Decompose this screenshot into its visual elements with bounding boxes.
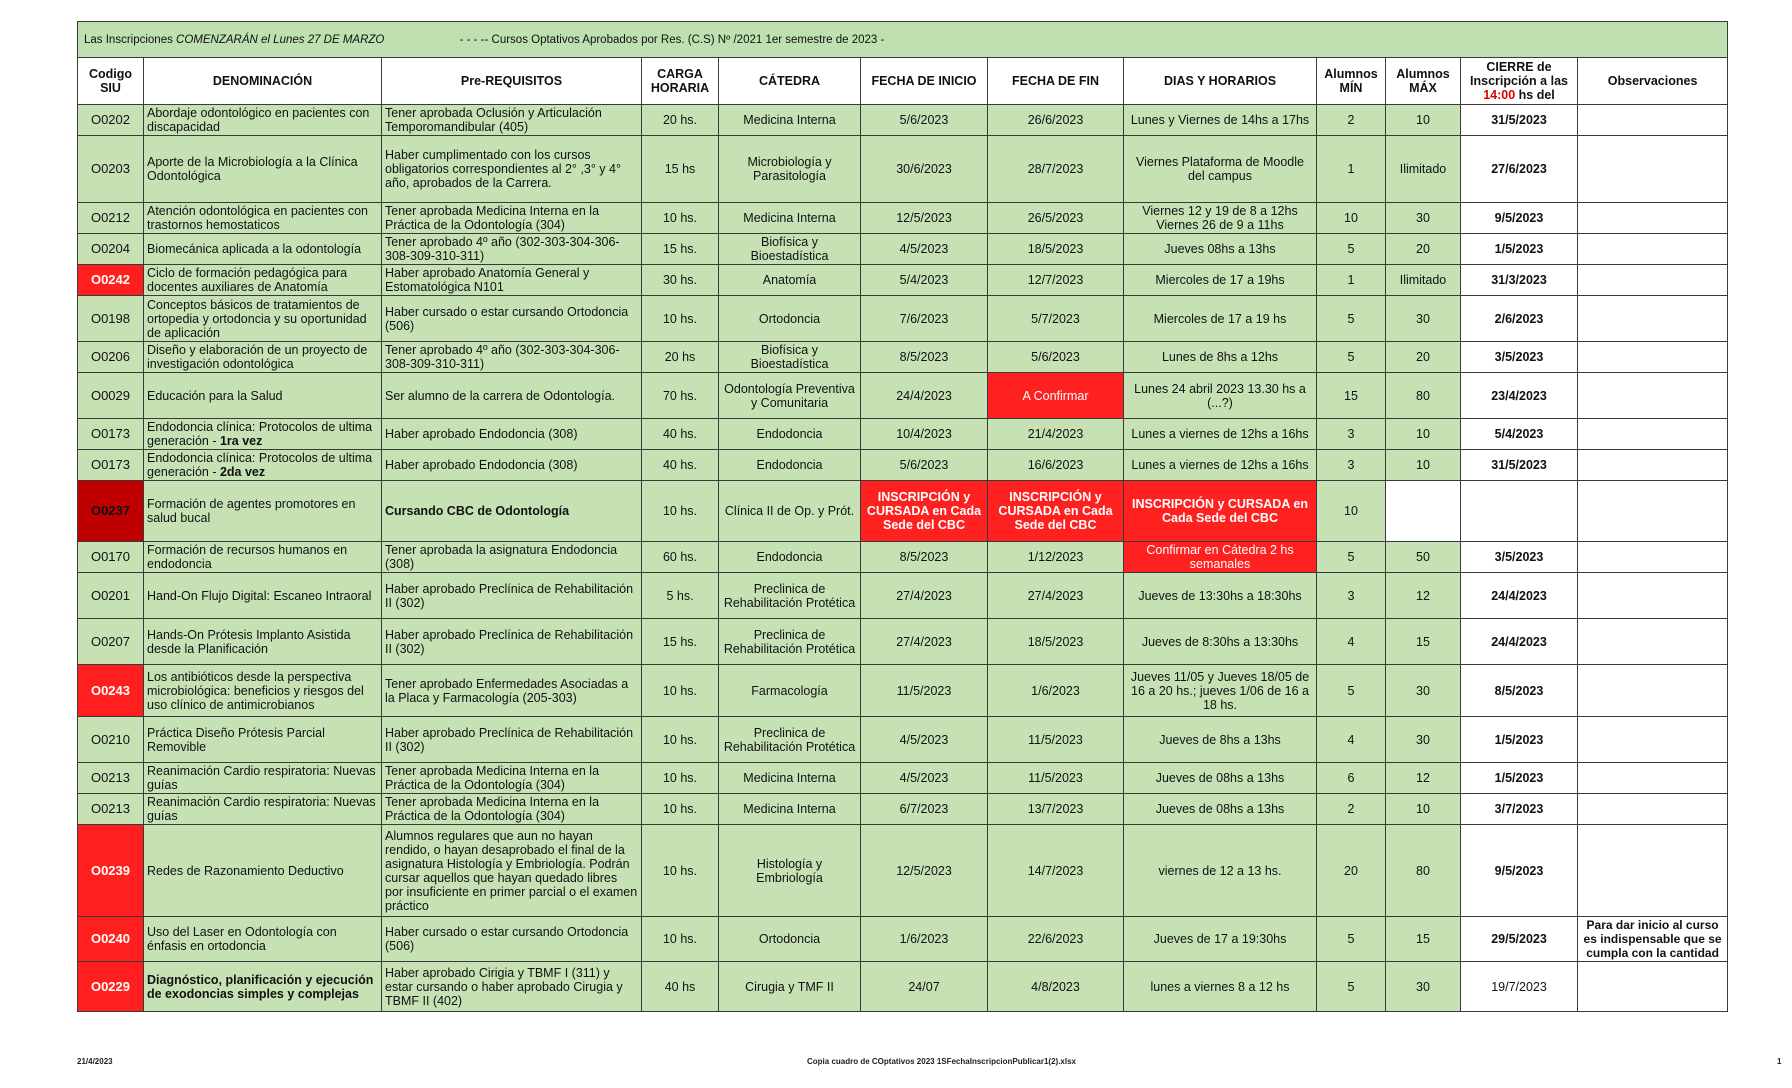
course-schedule: Jueves de 17 a 19:30hs — [1124, 917, 1317, 962]
course-code: O0212 — [78, 203, 144, 234]
course-start-date: 4/5/2023 — [861, 234, 988, 265]
course-schedule: Jueves 08hs a 13hs — [1124, 234, 1317, 265]
course-name: Los antibióticos desde la perspectiva microbiológica: beneficios y riesgos del uso clínico de antimicrobianos — [144, 665, 382, 717]
course-max-students: 80 — [1386, 373, 1461, 419]
course-start-date: 8/5/2023 — [861, 542, 988, 573]
table-row — [78, 917, 1728, 962]
course-department: Ortodoncia — [719, 296, 861, 342]
header-inicio: FECHA DE INICIO — [861, 58, 988, 105]
course-schedule: Miercoles de 17 a 19hs — [1124, 265, 1317, 296]
spreadsheet — [77, 21, 1727, 1012]
course-code: O0213 — [78, 794, 144, 825]
banner-resolution: - - - -- Cursos Optativos Aprobados por Res. (C.S) Nº /2021 1er semestre de 2023 - — [459, 33, 885, 46]
course-name: Endodoncia clínica: Protocolos de ultima generación - 1ra vez — [144, 419, 382, 450]
course-name: Redes de Razonamiento Deductivo — [144, 825, 382, 917]
course-code: O0210 — [78, 717, 144, 763]
course-schedule: Miercoles de 17 a 19 hs — [1124, 296, 1317, 342]
course-schedule: Jueves de 13:30hs a 18:30hs — [1124, 573, 1317, 619]
course-enrollment-close: 5/4/2023 — [1461, 419, 1578, 450]
course-hours: 10 hs. — [642, 825, 719, 917]
course-start-date: 8/5/2023 — [861, 342, 988, 373]
course-hours: 40 hs — [642, 962, 719, 1012]
course-start-date: 5/4/2023 — [861, 265, 988, 296]
course-observations — [1578, 481, 1728, 542]
course-max-students: 20 — [1386, 342, 1461, 373]
course-max-students: Ilimitado — [1386, 265, 1461, 296]
course-observations — [1578, 419, 1728, 450]
course-prereq: Tener aprobada Oclusión y Articulación Temporomandibular (405) — [382, 105, 642, 136]
course-schedule: Viernes 12 y 19 de 8 a 12hs Viernes 26 de 9 a 11hs — [1124, 203, 1317, 234]
course-name: Conceptos básicos de tratamientos de ortopedia y ortodoncia y su oportunidad de aplicación — [144, 296, 382, 342]
course-prereq: Cursando CBC de Odontología — [382, 481, 642, 542]
course-end-date: 13/7/2023 — [988, 794, 1124, 825]
header-codigo: Codigo SIU — [78, 58, 144, 105]
course-name: Formación de agentes promotores en salud bucal — [144, 481, 382, 542]
course-enrollment-close: 27/6/2023 — [1461, 136, 1578, 203]
course-observations — [1578, 342, 1728, 373]
header-cierre: CIERRE de Inscripción a las 14:00 hs del — [1461, 58, 1578, 105]
course-observations — [1578, 450, 1728, 481]
course-observations — [1578, 234, 1728, 265]
course-start-date: 4/5/2023 — [861, 717, 988, 763]
course-schedule: Jueves de 08hs a 13hs — [1124, 794, 1317, 825]
course-prereq: Haber cursado o estar cursando Ortodoncia (506) — [382, 296, 642, 342]
course-min-students: 2 — [1317, 794, 1386, 825]
course-code: O0203 — [78, 136, 144, 203]
course-observations — [1578, 665, 1728, 717]
course-max-students: 10 — [1386, 419, 1461, 450]
course-min-students: 2 — [1317, 105, 1386, 136]
course-min-students: 3 — [1317, 419, 1386, 450]
course-name: Atención odontológica en pacientes con trastornos hemostaticos — [144, 203, 382, 234]
course-prereq: Haber aprobado Endodoncia (308) — [382, 450, 642, 481]
course-min-students: 15 — [1317, 373, 1386, 419]
course-hours: 10 hs. — [642, 794, 719, 825]
course-schedule: Lunes de 8hs a 12hs — [1124, 342, 1317, 373]
course-code: O0198 — [78, 296, 144, 342]
course-prereq: Tener aprobada Medicina Interna en la Práctica de la Odontología (304) — [382, 794, 642, 825]
course-department: Ortodoncia — [719, 917, 861, 962]
course-department: Clínica II de Op. y Prót. — [719, 481, 861, 542]
course-min-students: 5 — [1317, 542, 1386, 573]
header-min: Alumnos MÍN — [1317, 58, 1386, 105]
course-observations — [1578, 619, 1728, 665]
course-prereq: Haber aprobado Preclínica de Rehabilitación II (302) — [382, 573, 642, 619]
course-observations — [1578, 542, 1728, 573]
course-min-students: 1 — [1317, 136, 1386, 203]
course-hours: 20 hs — [642, 342, 719, 373]
course-observations — [1578, 296, 1728, 342]
course-department: Endodoncia — [719, 450, 861, 481]
course-end-date: 28/7/2023 — [988, 136, 1124, 203]
course-schedule: lunes a viernes 8 a 12 hs — [1124, 962, 1317, 1012]
course-end-date: 16/6/2023 — [988, 450, 1124, 481]
course-end-date: A Confirmar — [988, 373, 1124, 419]
course-prereq: Ser alumno de la carrera de Odontología. — [382, 373, 642, 419]
course-end-date: 11/5/2023 — [988, 763, 1124, 794]
course-start-date: 24/4/2023 — [861, 373, 988, 419]
course-observations — [1578, 794, 1728, 825]
course-max-students: 10 — [1386, 105, 1461, 136]
course-start-date: 12/5/2023 — [861, 203, 988, 234]
table-row — [78, 203, 1728, 234]
table-row — [78, 136, 1728, 203]
course-start-date: 7/6/2023 — [861, 296, 988, 342]
banner-text: Las Inscripciones COMENZARÁN el Lunes 27 DE MARZO - - - -- Cursos Optativos Aprobados por Res. (C.S) Nº /2021 1er semestre de 2023 - — [78, 22, 1728, 58]
course-min-students: 4 — [1317, 619, 1386, 665]
course-code: O0237 — [78, 481, 144, 542]
course-prereq: Haber cumplimentado con los cursos obligatorios correspondientes al 2° ,3° y 4° año, aprobados de la Carrera. — [382, 136, 642, 203]
course-enrollment-close: 31/5/2023 — [1461, 105, 1578, 136]
course-department: Medicina Interna — [719, 105, 861, 136]
course-min-students: 5 — [1317, 665, 1386, 717]
course-max-students: 30 — [1386, 203, 1461, 234]
header-row — [78, 58, 1728, 105]
course-code: O0239 — [78, 825, 144, 917]
course-observations — [1578, 825, 1728, 917]
course-name: Endodoncia clínica: Protocolos de ultima generación - 2da vez — [144, 450, 382, 481]
course-hours: 15 hs — [642, 136, 719, 203]
course-hours: 10 hs. — [642, 717, 719, 763]
course-prereq: Tener aprobada Medicina Interna en la Práctica de la Odontología (304) — [382, 763, 642, 794]
course-hours: 10 hs. — [642, 763, 719, 794]
table-row — [78, 717, 1728, 763]
course-max-students: Ilimitado — [1386, 136, 1461, 203]
course-code: O0229 — [78, 962, 144, 1012]
course-schedule: viernes de 12 a 13 hs. — [1124, 825, 1317, 917]
course-hours: 5 hs. — [642, 573, 719, 619]
course-prereq: Tener aprobado 4º año (302-303-304-306-308-309-310-311) — [382, 342, 642, 373]
course-enrollment-close: 1/5/2023 — [1461, 234, 1578, 265]
course-hours: 40 hs. — [642, 450, 719, 481]
course-enrollment-close: 2/6/2023 — [1461, 296, 1578, 342]
course-min-students: 5 — [1317, 342, 1386, 373]
footer-date: 21/4/2023 — [77, 1057, 113, 1066]
course-enrollment-close: 31/3/2023 — [1461, 265, 1578, 296]
course-prereq: Haber cursado o estar cursando Ortodoncia (506) — [382, 917, 642, 962]
course-end-date: 22/6/2023 — [988, 917, 1124, 962]
course-hours: 15 hs. — [642, 619, 719, 665]
course-min-students: 20 — [1317, 825, 1386, 917]
course-code: O0173 — [78, 450, 144, 481]
course-department: Preclinica de Rehabilitación Protética — [719, 717, 861, 763]
header-carga: CARGA HORARIA — [642, 58, 719, 105]
course-end-date: 21/4/2023 — [988, 419, 1124, 450]
course-min-students: 5 — [1317, 962, 1386, 1012]
course-max-students: 12 — [1386, 763, 1461, 794]
course-hours: 20 hs. — [642, 105, 719, 136]
course-name: Abordaje odontológico en pacientes con discapacidad — [144, 105, 382, 136]
course-hours: 70 hs. — [642, 373, 719, 419]
header-max: Alumnos MÁX — [1386, 58, 1461, 105]
course-start-date: 5/6/2023 — [861, 450, 988, 481]
course-prereq: Alumnos regulares que aun no hayan rendido, o hayan desaprobado el final de la asignatura Histología y Embriología. Podrán cursar aquellos que hayan quedado libres por insuficiente en primer parcial o el examen práctico — [382, 825, 642, 917]
course-department: Preclinica de Rehabilitación Protética — [719, 573, 861, 619]
course-observations — [1578, 717, 1728, 763]
course-hours: 10 hs. — [642, 917, 719, 962]
course-observations — [1578, 136, 1728, 203]
course-department: Odontología Preventiva y Comunitaria — [719, 373, 861, 419]
course-hours: 10 hs. — [642, 481, 719, 542]
course-observations — [1578, 962, 1728, 1012]
table-body — [78, 105, 1728, 1012]
course-min-students: 3 — [1317, 573, 1386, 619]
course-name: Biomecánica aplicada a la odontología — [144, 234, 382, 265]
course-code: O0207 — [78, 619, 144, 665]
table-row — [78, 265, 1728, 296]
course-start-date: 1/6/2023 — [861, 917, 988, 962]
course-department: Preclinica de Rehabilitación Protética — [719, 619, 861, 665]
course-end-date: 5/6/2023 — [988, 342, 1124, 373]
course-department: Medicina Interna — [719, 203, 861, 234]
course-code: O0240 — [78, 917, 144, 962]
course-enrollment-close: 1/5/2023 — [1461, 763, 1578, 794]
course-department: Biofísica y Bioestadística — [719, 342, 861, 373]
course-hours: 15 hs. — [642, 234, 719, 265]
course-start-date: 10/4/2023 — [861, 419, 988, 450]
course-observations — [1578, 573, 1728, 619]
table-row — [78, 542, 1728, 573]
course-prereq: Tener aprobado 4º año (302-303-304-306-308-309-310-311) — [382, 234, 642, 265]
course-name: Educación para la Salud — [144, 373, 382, 419]
course-hours: 30 hs. — [642, 265, 719, 296]
course-max-students: 30 — [1386, 962, 1461, 1012]
course-enrollment-close: 1/5/2023 — [1461, 717, 1578, 763]
course-end-date: 18/5/2023 — [988, 619, 1124, 665]
course-name: Diseño y elaboración de un proyecto de investigación odontológica — [144, 342, 382, 373]
course-end-date: 26/5/2023 — [988, 203, 1124, 234]
course-min-students: 5 — [1317, 296, 1386, 342]
course-enrollment-close: 31/5/2023 — [1461, 450, 1578, 481]
table-row — [78, 794, 1728, 825]
course-code: O0242 — [78, 265, 144, 296]
course-min-students: 10 — [1317, 481, 1386, 542]
course-prereq: Tener aprobado Enfermedades Asociadas a la Placa y Farmacología (205-303) — [382, 665, 642, 717]
course-schedule: Lunes a viernes de 12hs a 16hs — [1124, 419, 1317, 450]
course-prereq: Haber aprobado Endodoncia (308) — [382, 419, 642, 450]
course-code: O0029 — [78, 373, 144, 419]
course-end-date: 4/8/2023 — [988, 962, 1124, 1012]
course-department: Anatomía — [719, 265, 861, 296]
course-department: Cirugia y TMF II — [719, 962, 861, 1012]
course-min-students: 5 — [1317, 234, 1386, 265]
course-end-date: 27/4/2023 — [988, 573, 1124, 619]
course-name: Reanimación Cardio respiratoria: Nuevas guías — [144, 794, 382, 825]
header-dias: DIAS Y HORARIOS — [1124, 58, 1317, 105]
course-name: Práctica Diseño Prótesis Parcial Removible — [144, 717, 382, 763]
course-min-students: 1 — [1317, 265, 1386, 296]
course-observations — [1578, 763, 1728, 794]
course-department: Endodoncia — [719, 542, 861, 573]
course-name: Formación de recursos humanos en endodoncia — [144, 542, 382, 573]
course-department: Histología y Embriología — [719, 825, 861, 917]
course-name: Reanimación Cardio respiratoria: Nuevas guías — [144, 763, 382, 794]
course-schedule: Lunes 24 abril 2023 13.30 hs a (...?) — [1124, 373, 1317, 419]
table-row — [78, 825, 1728, 917]
course-name: Aporte de la Microbiología a la Clínica Odontológica — [144, 136, 382, 203]
table-row — [78, 105, 1728, 136]
course-enrollment-close: 9/5/2023 — [1461, 825, 1578, 917]
course-end-date: 11/5/2023 — [988, 717, 1124, 763]
course-start-date: 4/5/2023 — [861, 763, 988, 794]
course-name: Hands-On Prótesis Implanto Asistida desde la Planificación — [144, 619, 382, 665]
table-row — [78, 573, 1728, 619]
course-schedule: Jueves de 8hs a 13hs — [1124, 717, 1317, 763]
courses-table — [77, 21, 1728, 1012]
header-denominacion: DENOMINACIÓN — [144, 58, 382, 105]
course-max-students: 15 — [1386, 917, 1461, 962]
course-max-students: 15 — [1386, 619, 1461, 665]
course-max-students: 50 — [1386, 542, 1461, 573]
course-schedule: Lunes a viernes de 12hs a 16hs — [1124, 450, 1317, 481]
course-schedule: Jueves de 08hs a 13hs — [1124, 763, 1317, 794]
course-name: Diagnóstico, planificación y ejecución de exodoncias simples y complejas — [144, 962, 382, 1012]
course-schedule: Confirmar en Cátedra 2 hs semanales — [1124, 542, 1317, 573]
table-row — [78, 763, 1728, 794]
course-start-date: 24/07 — [861, 962, 988, 1012]
course-end-date: 18/5/2023 — [988, 234, 1124, 265]
course-end-date: 12/7/2023 — [988, 265, 1124, 296]
course-max-students: 20 — [1386, 234, 1461, 265]
course-name: Hand-On Flujo Digital: Escaneo Intraoral — [144, 573, 382, 619]
course-schedule: Jueves 11/05 y Jueves 18/05 de 16 a 20 hs.; jueves 1/06 de 16 a 18 hs. — [1124, 665, 1317, 717]
course-start-date: 12/5/2023 — [861, 825, 988, 917]
banner-row — [78, 22, 1728, 58]
course-prereq: Tener aprobada Medicina Interna en la Práctica de la Odontología (304) — [382, 203, 642, 234]
course-prereq: Haber aprobado Preclínica de Rehabilitación II (302) — [382, 619, 642, 665]
course-name: Ciclo de formación pedagógica para docentes auxiliares de Anatomía — [144, 265, 382, 296]
course-department: Medicina Interna — [719, 763, 861, 794]
course-code: O0170 — [78, 542, 144, 573]
table-row — [78, 450, 1728, 481]
course-start-date: 30/6/2023 — [861, 136, 988, 203]
table-row — [78, 619, 1728, 665]
course-start-date: 27/4/2023 — [861, 619, 988, 665]
course-enrollment-close: 24/4/2023 — [1461, 619, 1578, 665]
course-schedule: Viernes Plataforma de Moodle del campus — [1124, 136, 1317, 203]
course-enrollment-close: 3/5/2023 — [1461, 342, 1578, 373]
course-department: Endodoncia — [719, 419, 861, 450]
course-observations — [1578, 203, 1728, 234]
header-catedra: CÁTEDRA — [719, 58, 861, 105]
course-schedule: INSCRIPCIÓN y CURSADA en Cada Sede del CBC — [1124, 481, 1317, 542]
banner-start-date: COMENZARÁN el Lunes 27 DE MARZO — [176, 33, 385, 46]
course-hours: 40 hs. — [642, 419, 719, 450]
course-min-students: 10 — [1317, 203, 1386, 234]
course-max-students: 30 — [1386, 717, 1461, 763]
header-prereq: Pre-REQUISITOS — [382, 58, 642, 105]
course-enrollment-close: 19/7/2023 — [1461, 962, 1578, 1012]
course-code: O0206 — [78, 342, 144, 373]
course-observations — [1578, 265, 1728, 296]
course-prereq: Haber aprobado Anatomía General y Estomatológica N101 — [382, 265, 642, 296]
table-row — [78, 481, 1728, 542]
footer-filename: Copia cuadro de COptativos 2023 1SFechaInscripcionPublicar1(2).xlsx — [807, 1057, 1076, 1066]
course-code: O0173 — [78, 419, 144, 450]
course-enrollment-close: 29/5/2023 — [1461, 917, 1578, 962]
course-code: O0243 — [78, 665, 144, 717]
course-enrollment-close: 8/5/2023 — [1461, 665, 1578, 717]
course-enrollment-close — [1461, 481, 1578, 542]
header-observaciones: Observaciones — [1578, 58, 1728, 105]
course-enrollment-close: 24/4/2023 — [1461, 573, 1578, 619]
table-row — [78, 342, 1728, 373]
table-row — [78, 373, 1728, 419]
course-start-date: 5/6/2023 — [861, 105, 988, 136]
course-end-date: 1/6/2023 — [988, 665, 1124, 717]
table-row — [78, 962, 1728, 1012]
course-hours: 60 hs. — [642, 542, 719, 573]
course-code: O0213 — [78, 763, 144, 794]
course-hours: 10 hs. — [642, 665, 719, 717]
course-hours: 10 hs. — [642, 296, 719, 342]
course-enrollment-close: 3/5/2023 — [1461, 542, 1578, 573]
course-department: Biofísica y Bioestadística — [719, 234, 861, 265]
course-max-students: 10 — [1386, 794, 1461, 825]
course-schedule: Jueves de 8:30hs a 13:30hs — [1124, 619, 1317, 665]
course-end-date: 14/7/2023 — [988, 825, 1124, 917]
course-hours: 10 hs. — [642, 203, 719, 234]
course-enrollment-close: 9/5/2023 — [1461, 203, 1578, 234]
course-enrollment-close: 23/4/2023 — [1461, 373, 1578, 419]
course-min-students: 5 — [1317, 917, 1386, 962]
course-code: O0204 — [78, 234, 144, 265]
course-start-date: 11/5/2023 — [861, 665, 988, 717]
course-end-date: INSCRIPCIÓN y CURSADA en Cada Sede del CBC — [988, 481, 1124, 542]
course-max-students: 80 — [1386, 825, 1461, 917]
course-min-students: 4 — [1317, 717, 1386, 763]
course-name: Uso del Laser en Odontología con énfasis en ortodoncia — [144, 917, 382, 962]
course-end-date: 1/12/2023 — [988, 542, 1124, 573]
course-min-students: 6 — [1317, 763, 1386, 794]
table-row — [78, 419, 1728, 450]
footer-page: 1 — [1777, 1057, 1782, 1066]
course-department: Farmacología — [719, 665, 861, 717]
course-schedule: Lunes y Viernes de 14hs a 17hs — [1124, 105, 1317, 136]
course-code: O0201 — [78, 573, 144, 619]
course-end-date: 26/6/2023 — [988, 105, 1124, 136]
course-observations — [1578, 105, 1728, 136]
course-max-students: 10 — [1386, 450, 1461, 481]
course-enrollment-close: 3/7/2023 — [1461, 794, 1578, 825]
course-start-date: 27/4/2023 — [861, 573, 988, 619]
course-observations: Para dar inicio al curso es indispensable que se cumpla con la cantidad — [1578, 917, 1728, 962]
course-min-students: 3 — [1317, 450, 1386, 481]
course-prereq: Haber aprobado Cirigia y TBMF I (311) y estar cursando o haber aprobado Cirugia y TBMF II (402) — [382, 962, 642, 1012]
course-prereq: Haber aprobado Preclínica de Rehabilitación II (302) — [382, 717, 642, 763]
course-department: Medicina Interna — [719, 794, 861, 825]
header-fin: FECHA DE FIN — [988, 58, 1124, 105]
course-prereq: Tener aprobada la asignatura Endodoncia (308) — [382, 542, 642, 573]
table-row — [78, 665, 1728, 717]
course-max-students: 30 — [1386, 665, 1461, 717]
course-observations — [1578, 373, 1728, 419]
course-code: O0202 — [78, 105, 144, 136]
course-department: Microbiología y Parasitología — [719, 136, 861, 203]
course-max-students: 12 — [1386, 573, 1461, 619]
course-start-date: INSCRIPCIÓN y CURSADA en Cada Sede del CBC — [861, 481, 988, 542]
course-start-date: 6/7/2023 — [861, 794, 988, 825]
table-row — [78, 296, 1728, 342]
course-end-date: 5/7/2023 — [988, 296, 1124, 342]
course-max-students: 30 — [1386, 296, 1461, 342]
table-row — [78, 234, 1728, 265]
course-max-students — [1386, 481, 1461, 542]
